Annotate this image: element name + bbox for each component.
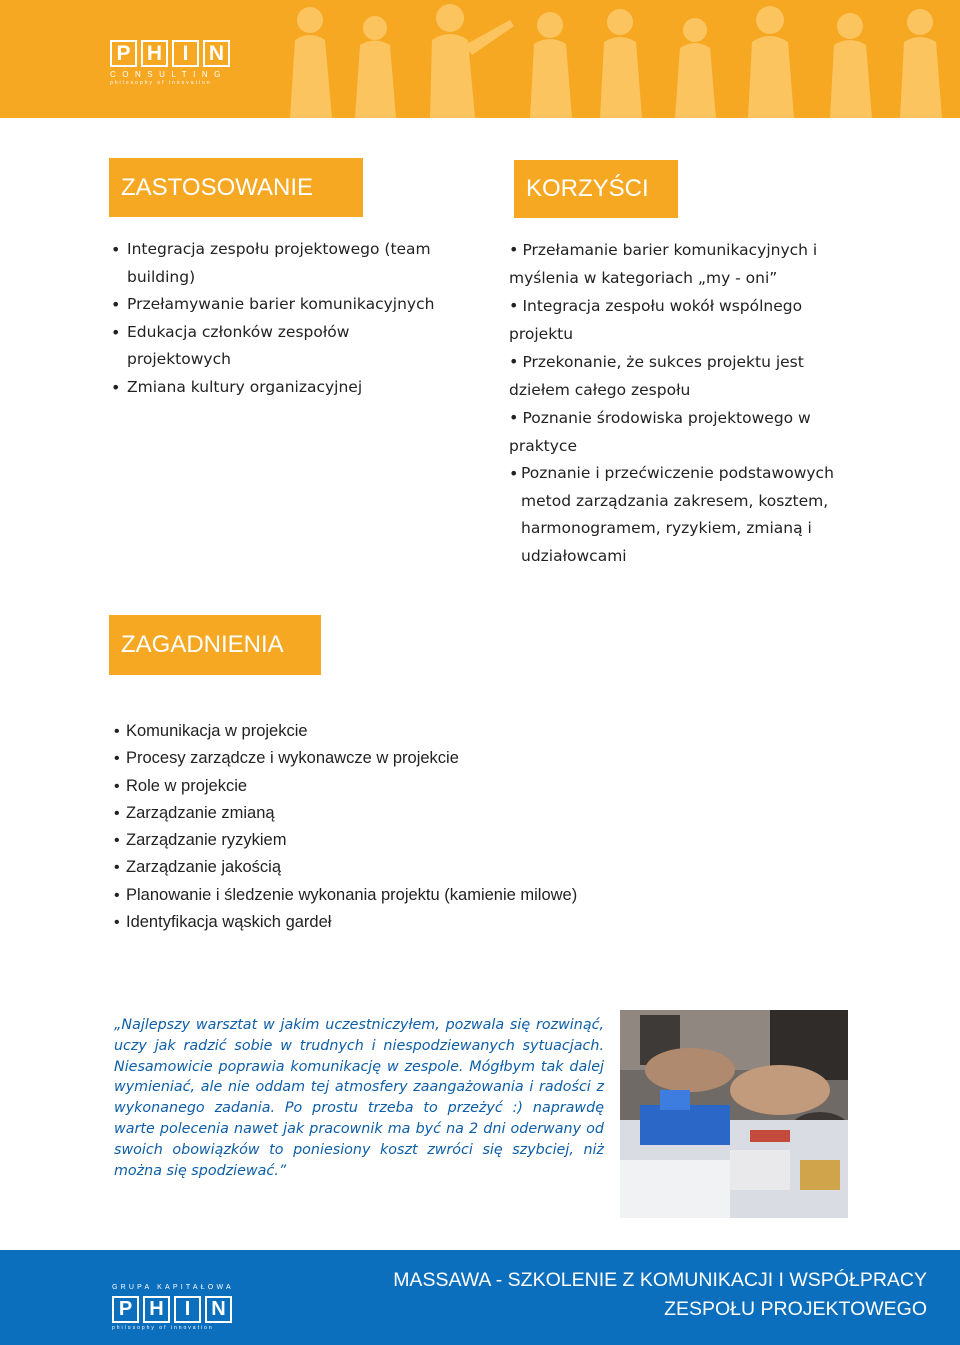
korzysci-list xyxy=(509,236,849,570)
people-silhouettes-image xyxy=(250,0,960,118)
list-item: • Zarządzanie jakością xyxy=(114,854,674,881)
phin-group-logo xyxy=(112,1284,234,1331)
logo-tagline: philosophy of innovation xyxy=(110,80,212,86)
list-item: • Poznanie środowiska projektowego w praktyce xyxy=(509,404,849,460)
logo-letter: P xyxy=(110,40,137,67)
training-title xyxy=(393,1266,927,1324)
logo-letter: N xyxy=(205,1296,232,1323)
list-item: • Poznanie i przećwiczenie podstawowych metod zarządzania zakresem, kosztem, harmonogramem, ryzykiem, zmianą i udziałowcami xyxy=(509,460,849,570)
logo-letter: P xyxy=(112,1296,139,1323)
training-title-line1: MASSAWA - SZKOLENIE Z KOMUNIKACJI I WSPÓŁPRACY xyxy=(393,1269,927,1291)
phin-consulting-logo xyxy=(110,40,230,86)
logo-letter: I xyxy=(172,40,199,67)
logo-letter: H xyxy=(143,1296,170,1323)
list-item: • Integracja zespołu wokół wspólnego projektu xyxy=(509,292,849,348)
list-item: • Przełamanie barier komunikacyjnych i myślenia w kategoriach „my - oni” xyxy=(509,236,849,292)
workshop-photo xyxy=(620,1010,848,1218)
list-item: • Identyfikacja wąskich gardeł xyxy=(114,909,674,936)
list-item: • Zarządzanie zmianą xyxy=(114,800,674,827)
zastosowanie-list xyxy=(111,236,451,401)
footer-banner xyxy=(0,1250,960,1345)
testimonial-quote: „Najlepszy warsztat w jakim uczestniczyłem, pozwala się rozwinąć, uczy jak radzić sobie w trudnych i niespodziewanych sytuacjach. Niesamowicie poprawia komunikację w zespole. Mógłbym tak dalej wymieniać, ale nie oddam tej atmosfery zaangażowania i radości z wykonanego zadania. Po prostu trzeba to przeżyć :) naprawdę warte polecenia nawet jak pracownik ma być na 2 dni oderwany od swoich obowiązków to poniesiony koszt zwróci się szybciej, niż można się spodziewać.” xyxy=(114,1017,604,1179)
logo-letter: H xyxy=(141,40,168,67)
logo-letter: I xyxy=(174,1296,201,1323)
list-item: • Edukacja członków zespołów projektowych xyxy=(111,319,451,374)
list-item: • Procesy zarządcze i wykonawcze w projekcie xyxy=(114,745,674,772)
training-title-line2: ZESPOŁU PROJEKTOWEGO xyxy=(664,1298,927,1320)
zagadnienia-list xyxy=(114,718,674,936)
list-item: • Przełamywanie barier komunikacyjnych xyxy=(111,291,451,319)
logo-tagline: philosophy of innovation xyxy=(112,1325,214,1331)
list-item: • Zmiana kultury organizacyjnej xyxy=(111,374,451,402)
list-item: • Integracja zespołu projektowego (team building) xyxy=(111,236,451,291)
logo-group-label: GRUPA KAPITAŁOWA xyxy=(112,1284,234,1291)
zastosowanie-heading: ZASTOSOWANIE xyxy=(109,158,363,217)
list-item: • Zarządzanie ryzykiem xyxy=(114,827,674,854)
list-item: • Przekonanie, że sukces projektu jest dziełem całego zespołu xyxy=(509,348,849,404)
list-item: • Planowanie i śledzenie wykonania projektu (kamienie milowe) xyxy=(114,882,674,909)
list-item: • Komunikacja w projekcie xyxy=(114,718,674,745)
logo-subtitle: CONSULTING xyxy=(110,70,227,79)
logo-letter: N xyxy=(203,40,230,67)
zagadnienia-heading: ZAGADNIENIA xyxy=(109,615,321,675)
header-banner xyxy=(0,0,960,118)
korzysci-heading: KORZYŚCI xyxy=(514,160,678,218)
list-item: • Role w projekcie xyxy=(114,773,674,800)
